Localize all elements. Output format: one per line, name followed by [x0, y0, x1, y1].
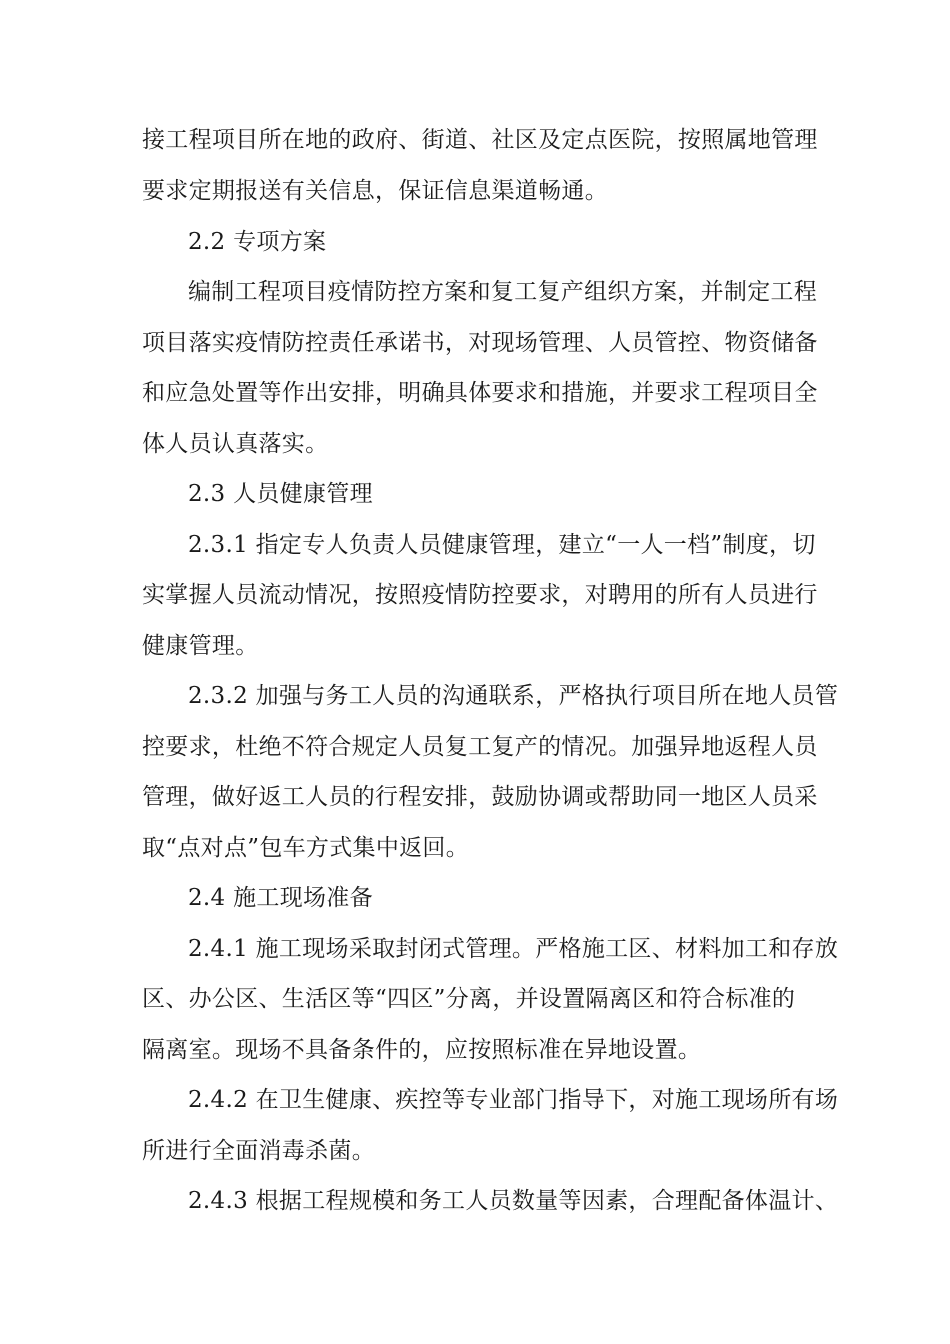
body-text-line: 和应急处置等作出安排，明确具体要求和措施，并要求工程项目全	[142, 380, 818, 406]
body-text-line: 项目落实疫情防控责任承诺书，对现场管理、人员管控、物资储备	[142, 330, 818, 356]
body-text-line: 2.4.2 在卫生健康、疾控等专业部门指导下，对施工现场所有场	[188, 1087, 839, 1113]
body-text-line: 隔离室。现场不具备条件的，应按照标准在异地设置。	[142, 1037, 702, 1063]
body-text-line: 取“点对点”包车方式集中返回。	[142, 835, 470, 861]
body-text-line: 2.4.3 根据工程规模和务工人员数量等因素，合理配备体温计、	[188, 1188, 839, 1214]
section-heading: 2.3 人员健康管理	[188, 481, 373, 507]
body-text-line: 2.4.1 施工现场采取封闭式管理。严格施工区、材料加工和存放	[188, 936, 839, 962]
body-text-line: 区、办公区、生活区等“四区”分离，并设置隔离区和符合标准的	[142, 986, 796, 1012]
body-text-line: 实掌握人员流动情况，按照疫情防控要求，对聘用的所有人员进行	[142, 582, 818, 608]
body-text-line: 接工程项目所在地的政府、街道、社区及定点医院，按照属地管理	[142, 127, 818, 153]
body-text-line: 控要求，杜绝不符合规定人员复工复产的情况。加强异地返程人员	[142, 734, 818, 760]
body-text-line: 2.3.2 加强与务工人员的沟通联系，严格执行项目所在地人员管	[188, 683, 839, 709]
section-heading: 2.4 施工现场准备	[188, 885, 373, 911]
section-heading: 2.2 专项方案	[188, 229, 327, 255]
body-text-line: 所进行全面消毒杀菌。	[142, 1138, 375, 1164]
body-text-line: 体人员认真落实。	[142, 431, 329, 457]
body-text-line: 编制工程项目疫情防控方案和复工复产组织方案，并制定工程	[188, 279, 818, 305]
body-text-line: 管理，做好返工人员的行程安排，鼓励协调或帮助同一地区人员采	[142, 784, 818, 810]
body-text-line: 要求定期报送有关信息，保证信息渠道畅通。	[142, 178, 608, 204]
body-text-line: 健康管理。	[142, 633, 259, 659]
body-text-line: 2.3.1 指定专人负责人员健康管理，建立“一人一档”制度，切	[188, 532, 816, 558]
